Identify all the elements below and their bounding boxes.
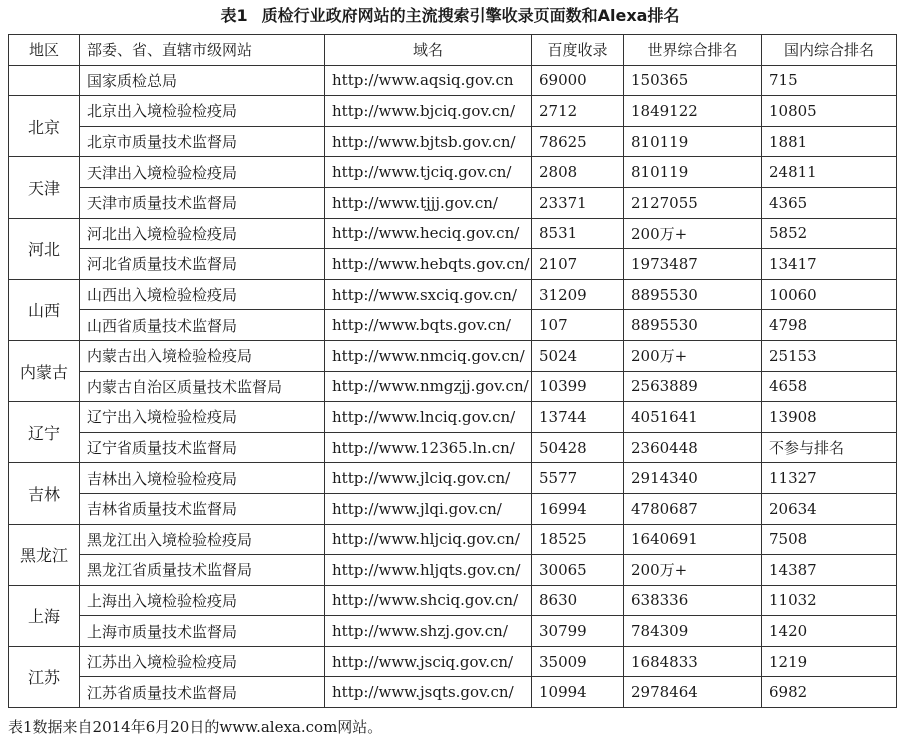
- site-name-cell: 江苏出入境检验检疫局: [80, 646, 325, 677]
- header-row: [9, 35, 897, 66]
- baidu-count-cell: 78625: [532, 126, 624, 157]
- site-name-cell: 辽宁省质量技术监督局: [80, 432, 325, 463]
- baidu-count-cell: 8630: [532, 585, 624, 616]
- site-name-cell: 天津市质量技术监督局: [80, 187, 325, 218]
- site-name-cell: 辽宁出入境检验检疫局: [80, 402, 325, 433]
- table-row: [9, 524, 897, 555]
- site-name-cell: 河北省质量技术监督局: [80, 249, 325, 280]
- site-name-cell: 吉林省质量技术监督局: [80, 493, 325, 524]
- world-rank-cell: 1849122: [624, 96, 762, 127]
- baidu-count-cell: 30065: [532, 555, 624, 586]
- table-row: [9, 340, 897, 371]
- domain-cell: http://www.bjtsb.gov.cn/: [325, 126, 532, 157]
- domestic-rank-cell: 1420: [762, 616, 897, 647]
- domain-cell: http://www.shciq.gov.cn/: [325, 585, 532, 616]
- domain-cell: http://www.jlciq.gov.cn/: [325, 463, 532, 494]
- domestic-rank-cell: 1881: [762, 126, 897, 157]
- domain-cell: http://www.hljqts.gov.cn/: [325, 555, 532, 586]
- site-name-cell: 内蒙古出入境检验检疫局: [80, 340, 325, 371]
- domain-cell: http://www.bqts.gov.cn/: [325, 310, 532, 341]
- site-name-cell: 黑龙江出入境检验检疫局: [80, 524, 325, 555]
- site-name-cell: 上海出入境检验检疫局: [80, 585, 325, 616]
- world-rank-cell: 2978464: [624, 677, 762, 708]
- table-row: [9, 677, 897, 708]
- header-baidu: 百度收录: [532, 35, 624, 66]
- site-name-cell: 北京出入境检验检疫局: [80, 96, 325, 127]
- domain-cell: http://www.bjciq.gov.cn/: [325, 96, 532, 127]
- site-name-cell: 河北出入境检验检疫局: [80, 218, 325, 249]
- domain-cell: http://www.hebqts.gov.cn/: [325, 249, 532, 280]
- domestic-rank-cell: 6982: [762, 677, 897, 708]
- domestic-rank-cell: 10805: [762, 96, 897, 127]
- region-cell: 江苏: [9, 646, 80, 707]
- baidu-count-cell: 50428: [532, 432, 624, 463]
- domestic-rank-cell: 4658: [762, 371, 897, 402]
- table-row: [9, 187, 897, 218]
- table-row: [9, 157, 897, 188]
- domestic-rank-cell: 20634: [762, 493, 897, 524]
- world-rank-cell: 1640691: [624, 524, 762, 555]
- site-name-cell: 内蒙古自治区质量技术监督局: [80, 371, 325, 402]
- domain-cell: http://www.heciq.gov.cn/: [325, 218, 532, 249]
- site-name-cell: 上海市质量技术监督局: [80, 616, 325, 647]
- domestic-rank-cell: 1219: [762, 646, 897, 677]
- site-name-cell: 吉林出入境检验检疫局: [80, 463, 325, 494]
- world-rank-cell: 200万+: [624, 555, 762, 586]
- region-cell: 北京: [9, 96, 80, 157]
- table-body: [9, 65, 897, 707]
- domestic-rank-cell: 5852: [762, 218, 897, 249]
- header-region: 地区: [9, 35, 80, 66]
- world-rank-cell: 1973487: [624, 249, 762, 280]
- baidu-count-cell: 10994: [532, 677, 624, 708]
- baidu-count-cell: 31209: [532, 279, 624, 310]
- domain-cell: http://www.jsciq.gov.cn/: [325, 646, 532, 677]
- world-rank-cell: 2914340: [624, 463, 762, 494]
- world-rank-cell: 1684833: [624, 646, 762, 677]
- site-name-cell: 黑龙江省质量技术监督局: [80, 555, 325, 586]
- region-cell: 天津: [9, 157, 80, 218]
- region-cell: [9, 65, 80, 96]
- baidu-count-cell: 2808: [532, 157, 624, 188]
- domestic-rank-cell: 13908: [762, 402, 897, 433]
- baidu-count-cell: 13744: [532, 402, 624, 433]
- header-domain: 域名: [325, 35, 532, 66]
- table-row: [9, 432, 897, 463]
- domestic-rank-cell: 11327: [762, 463, 897, 494]
- baidu-count-cell: 8531: [532, 218, 624, 249]
- site-name-cell: 山西出入境检验检疫局: [80, 279, 325, 310]
- table-row: [9, 402, 897, 433]
- table-row: [9, 218, 897, 249]
- world-rank-cell: 784309: [624, 616, 762, 647]
- table-row: [9, 249, 897, 280]
- table-title: 质检行业政府网站的主流搜索引擎收录页面数和Alexa排名: [261, 6, 680, 25]
- baidu-count-cell: 2712: [532, 96, 624, 127]
- table-number: 表1: [220, 6, 248, 25]
- table-row: [9, 371, 897, 402]
- baidu-count-cell: 5024: [532, 340, 624, 371]
- region-cell: 山西: [9, 279, 80, 340]
- world-rank-cell: 4051641: [624, 402, 762, 433]
- table-row: [9, 463, 897, 494]
- baidu-count-cell: 23371: [532, 187, 624, 218]
- region-cell: 黑龙江: [9, 524, 80, 585]
- domain-cell: http://www.jsqts.gov.cn/: [325, 677, 532, 708]
- world-rank-cell: 150365: [624, 65, 762, 96]
- domain-cell: http://www.tjjj.gov.cn/: [325, 187, 532, 218]
- domestic-rank-cell: 24811: [762, 157, 897, 188]
- region-cell: 内蒙古: [9, 340, 80, 401]
- domestic-rank-cell: 25153: [762, 340, 897, 371]
- table-row: [9, 65, 897, 96]
- domain-cell: http://www.shzj.gov.cn/: [325, 616, 532, 647]
- world-rank-cell: 2563889: [624, 371, 762, 402]
- table-row: [9, 616, 897, 647]
- baidu-count-cell: 16994: [532, 493, 624, 524]
- domain-cell: http://www.tjciq.gov.cn/: [325, 157, 532, 188]
- data-table: [8, 34, 897, 708]
- domestic-rank-cell: 11032: [762, 585, 897, 616]
- header-domestic-rank: 国内综合排名: [762, 35, 897, 66]
- world-rank-cell: 4780687: [624, 493, 762, 524]
- world-rank-cell: 2127055: [624, 187, 762, 218]
- domain-cell: http://www.12365.ln.cn/: [325, 432, 532, 463]
- domain-cell: http://www.jlqi.gov.cn/: [325, 493, 532, 524]
- baidu-count-cell: 18525: [532, 524, 624, 555]
- baidu-count-cell: 5577: [532, 463, 624, 494]
- baidu-count-cell: 30799: [532, 616, 624, 647]
- region-cell: 吉林: [9, 463, 80, 524]
- domain-cell: http://www.nmgzjj.gov.cn/: [325, 371, 532, 402]
- world-rank-cell: 8895530: [624, 279, 762, 310]
- site-name-cell: 山西省质量技术监督局: [80, 310, 325, 341]
- baidu-count-cell: 2107: [532, 249, 624, 280]
- domestic-rank-cell: 不参与排名: [762, 432, 897, 463]
- table-row: [9, 126, 897, 157]
- domestic-rank-cell: 4365: [762, 187, 897, 218]
- domestic-rank-cell: 7508: [762, 524, 897, 555]
- table-row: [9, 96, 897, 127]
- domain-cell: http://www.hljciq.gov.cn/: [325, 524, 532, 555]
- baidu-count-cell: 107: [532, 310, 624, 341]
- header-site: 部委、省、直辖市级网站: [80, 35, 325, 66]
- table-note: 表1数据来自2014年6月20日的www.alexa.com网站。: [8, 718, 383, 736]
- world-rank-cell: 810119: [624, 157, 762, 188]
- header-world-rank: 世界综合排名: [624, 35, 762, 66]
- table-row: [9, 279, 897, 310]
- domestic-rank-cell: 10060: [762, 279, 897, 310]
- world-rank-cell: 200万+: [624, 340, 762, 371]
- world-rank-cell: 200万+: [624, 218, 762, 249]
- domestic-rank-cell: 14387: [762, 555, 897, 586]
- world-rank-cell: 638336: [624, 585, 762, 616]
- table-row: [9, 585, 897, 616]
- site-name-cell: 北京市质量技术监督局: [80, 126, 325, 157]
- domain-cell: http://www.nmciq.gov.cn/: [325, 340, 532, 371]
- world-rank-cell: 8895530: [624, 310, 762, 341]
- domain-cell: http://www.aqsiq.gov.cn: [325, 65, 532, 96]
- domestic-rank-cell: 4798: [762, 310, 897, 341]
- world-rank-cell: 810119: [624, 126, 762, 157]
- domestic-rank-cell: 715: [762, 65, 897, 96]
- domain-cell: http://www.lnciq.gov.cn/: [325, 402, 532, 433]
- table-row: [9, 555, 897, 586]
- site-name-cell: 国家质检总局: [80, 65, 325, 96]
- table-row: [9, 310, 897, 341]
- region-cell: 上海: [9, 585, 80, 646]
- baidu-count-cell: 69000: [532, 65, 624, 96]
- domestic-rank-cell: 13417: [762, 249, 897, 280]
- table-row: [9, 646, 897, 677]
- baidu-count-cell: 10399: [532, 371, 624, 402]
- baidu-count-cell: 35009: [532, 646, 624, 677]
- domain-cell: http://www.sxciq.gov.cn/: [325, 279, 532, 310]
- table-caption: [0, 4, 900, 28]
- site-name-cell: 天津出入境检验检疫局: [80, 157, 325, 188]
- region-cell: 辽宁: [9, 402, 80, 463]
- world-rank-cell: 2360448: [624, 432, 762, 463]
- region-cell: 河北: [9, 218, 80, 279]
- table-row: [9, 493, 897, 524]
- site-name-cell: 江苏省质量技术监督局: [80, 677, 325, 708]
